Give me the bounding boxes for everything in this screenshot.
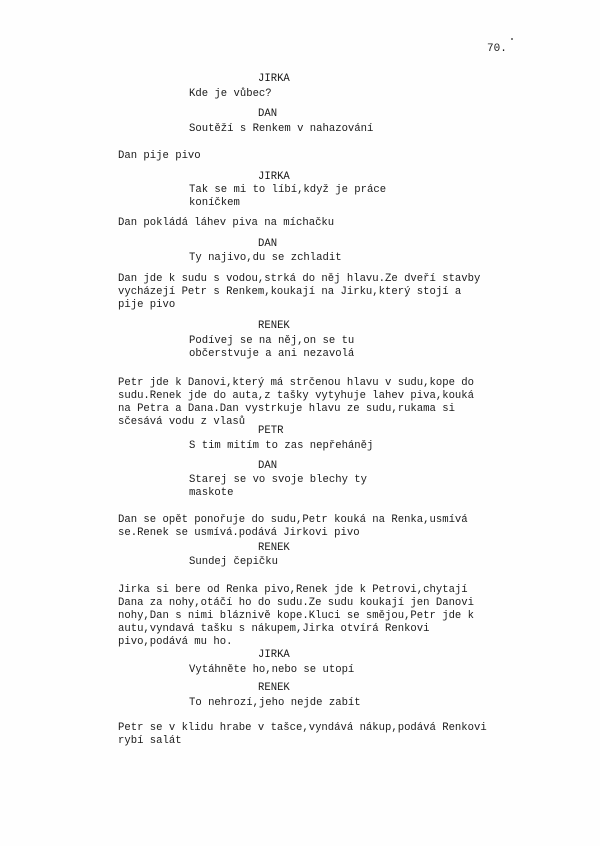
stray-mark — [511, 38, 513, 40]
action-line: Jirka si bere od Renka pivo,Renek jde k Petrovi,chytají — [118, 584, 468, 596]
character-name: JIRKA — [258, 73, 290, 85]
action-line: Dan jde k sudu s vodou,strká do něj hlavu.Ze dveří stavby — [118, 273, 481, 285]
dialogue-line: Sundej čepičku — [189, 556, 279, 568]
action-line: sudu.Renek jde do auta,z tašky vytyhuje lahev piva,kouká — [118, 390, 475, 402]
character-name: PETR — [258, 425, 284, 437]
action-line: vycházejí Petr s Renkem,koukají na Jirku,který stojí a — [118, 286, 462, 298]
dialogue-line: To nehrozí,jeho nejde zabít — [189, 697, 361, 709]
character-name: JIRKA — [258, 649, 290, 661]
dialogue-line: maskote — [189, 487, 234, 499]
action-line: nohy,Dan s nimi bláznivě kope.Kluci se smějou,Petr jde k — [118, 610, 475, 622]
dialogue-line: občerstvuje a ani nezavolá — [189, 348, 355, 360]
action-line: Dan pije pivo — [118, 150, 201, 162]
action-line: sčesává vodu z vlasů — [118, 416, 246, 428]
dialogue-line: Podívej se na něj,on se tu — [189, 335, 355, 347]
character-name: DAN — [258, 460, 278, 472]
dialogue-line: Soutěží s Renkem v nahazování — [189, 123, 374, 135]
dialogue-line: Kde je vůbec? — [189, 88, 272, 100]
dialogue-line: Tak se mi to líbí,když je práce — [189, 184, 387, 196]
action-line: Petr jde k Danovi,který má strčenou hlavu v sudu,kope do — [118, 377, 475, 389]
character-name: RENEK — [258, 320, 290, 332]
character-name: DAN — [258, 108, 278, 120]
character-name: RENEK — [258, 682, 290, 694]
dialogue-line: Ty najivo,du se zchladit — [189, 252, 342, 264]
action-line: Dana za nohy,otáčí ho do sudu.Ze sudu koukají jen Danovi — [118, 597, 475, 609]
action-line: autu,vyndavá tašku s nákupem,Jirka otvírá Renkovi — [118, 623, 430, 635]
character-name: JIRKA — [258, 171, 290, 183]
action-line: pivo,podává mu ho. — [118, 636, 233, 648]
dialogue-line: Vytáhněte ho,nebo se utopí — [189, 664, 355, 676]
action-line: na Petra a Dana.Dan vystrkuje hlavu ze sudu,rukama si — [118, 403, 455, 415]
action-line: se.Renek se usmívá.podává Jirkovi pivo — [118, 527, 360, 539]
dialogue-line: koníčkem — [189, 197, 240, 209]
action-line: pije pivo — [118, 299, 176, 311]
character-name: RENEK — [258, 542, 290, 554]
dialogue-line: S tim mitím to zas nepřeháněj — [189, 440, 374, 452]
action-line: rybí salát — [118, 735, 182, 747]
action-line: Dan pokládá láhev piva na míchačku — [118, 217, 335, 229]
dialogue-line: Starej se vo svoje blechy ty — [189, 474, 368, 486]
page-number: 70. — [487, 43, 507, 55]
action-line: Petr se v klidu hrabe v tašce,vyndává nákup,podává Renkovi — [118, 722, 487, 734]
character-name: DAN — [258, 238, 278, 250]
action-line: Dan se opět ponořuje do sudu,Petr kouká na Renka,usmívá — [118, 514, 468, 526]
